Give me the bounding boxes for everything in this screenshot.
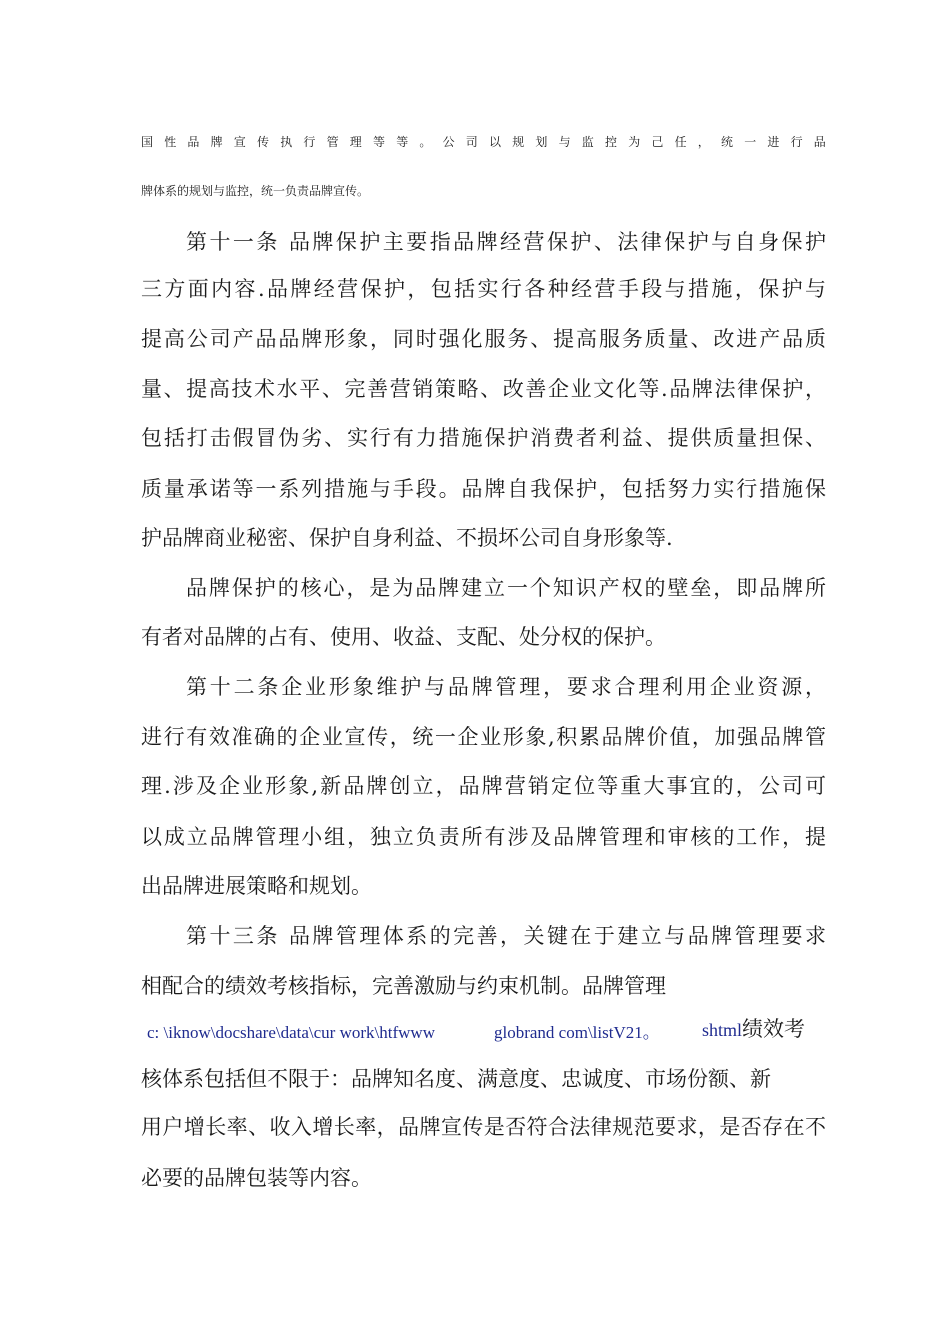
article12-line-5: 出品牌进展策略和规划。 — [141, 874, 372, 898]
article11-line-6: 质量承诺等一系列措施与手段。品牌自我保护，包括努力实行措施保 — [141, 477, 826, 501]
core-line-2: 有者对品牌的占有、使用、收益、支配、处分权的保护。 — [141, 625, 666, 649]
article11-line-3: 提高公司产品品牌形象，同时强化服务、提高服务质量、改进产品质 — [141, 327, 826, 351]
article12-line-3: 理.涉及企业形象,新品牌创立，品牌营销定位等重大事宜的，公司可 — [141, 774, 826, 798]
article11-line-5: 包括打击假冒伪劣、实行有力措施保护消费者利益、提供质量担保、 — [141, 426, 826, 450]
article11-line-1: 第十一条 品牌保护主要指品牌经营保护、法律保护与自身保护 — [186, 230, 826, 254]
header-line-2: 牌体系的规划与监控，统一负责品牌宣传。 — [141, 184, 370, 198]
core-line-1: 品牌保护的核心，是为品牌建立一个知识产权的壁垒，即品牌所 — [186, 576, 826, 600]
article13-line-1: 第十三条 品牌管理体系的完善，关键在于建立与品牌管理要求 — [186, 924, 826, 948]
article11-line-7: 护品牌商业秘密、保护自身利益、不损坏公司自身形象等. — [141, 526, 673, 550]
article11-line-2: 三方面内容.品牌经营保护，包括实行各种经营手段与措施，保护与 — [141, 277, 826, 301]
article13-rest-line-3: 必要的品牌包装等内容。 — [141, 1166, 372, 1190]
article13-line-2: 相配合的绩效考核指标，完善激励与约束机制。品牌管理 — [141, 974, 666, 998]
article11-line-4: 量、提高技术水平、完善营销策略、改善企业文化等.品牌法律保护， — [141, 377, 826, 401]
file-path-line-tail — [702, 1014, 805, 1045]
file-path-part-1: c: \iknow\docshare\data\cur work\htfwww — [147, 1023, 435, 1042]
article12-line-4: 以成立品牌管理小组，独立负责所有涉及品牌管理和审核的工作，提 — [141, 825, 826, 849]
article13-rest-line-1: 核体系包括但不限于：品牌知名度、满意度、忠诚度、市场份额、新 — [141, 1067, 771, 1091]
file-path-part-2: globrand com\listV21。 — [494, 1023, 660, 1042]
header-line-1: 国性品牌宣传执行管理等等。公司以规划与监控为己任，统一进行品 — [141, 135, 838, 149]
article12-line-1: 第十二条企业形象维护与品牌管理，要求合理利用企业资源， — [186, 675, 826, 699]
article12-line-2: 进行有效准确的企业宣传，统一企业形象,积累品牌价值，加强品牌管 — [141, 725, 826, 749]
path-tail-text: 绩效考 — [742, 1017, 806, 1041]
article13-rest-line-2: 用户增长率、收入增长率，品牌宣传是否符合法律规范要求，是否存在不 — [141, 1115, 826, 1139]
file-path-part-3: shtml — [702, 1020, 743, 1040]
